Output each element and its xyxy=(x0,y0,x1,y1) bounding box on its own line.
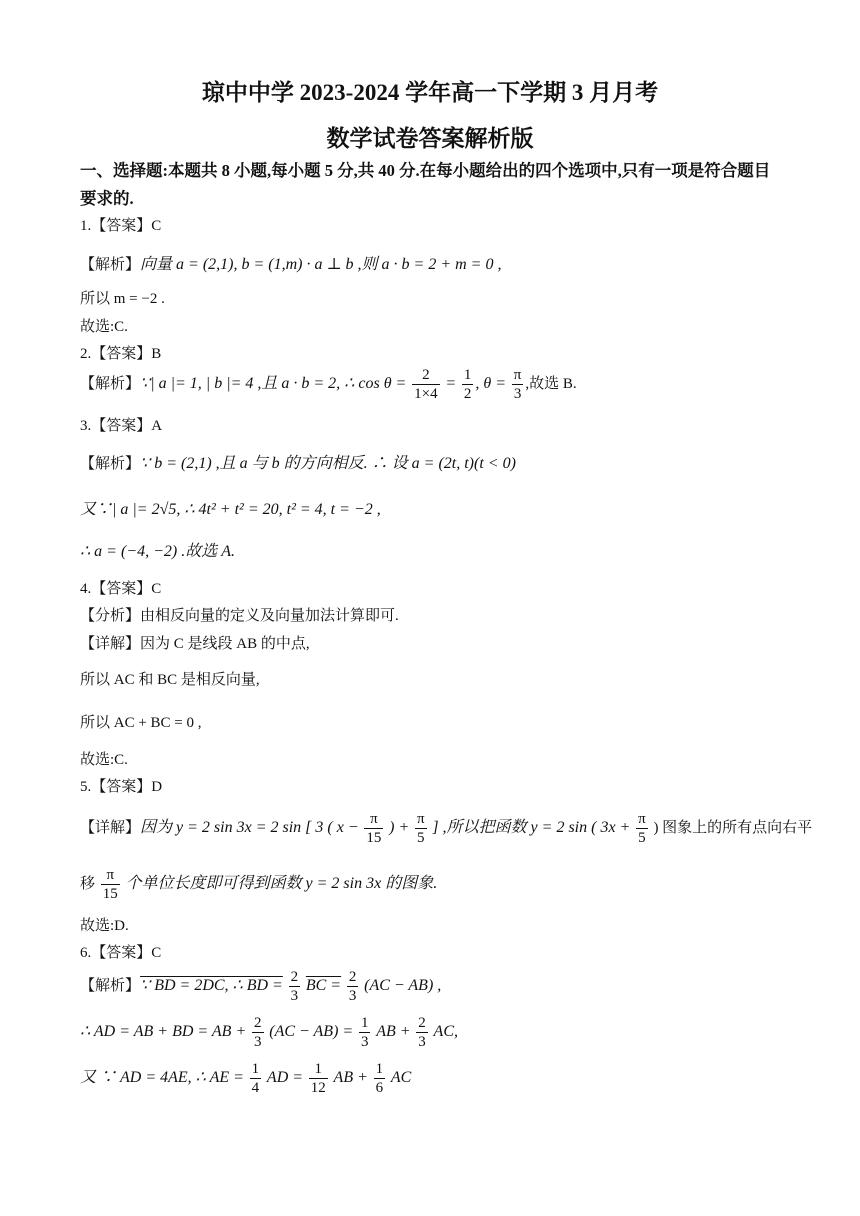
q1-conclusion: 所以 m = −2 . xyxy=(80,291,165,307)
fraction-numerator: 1 xyxy=(251,1061,260,1077)
math-text: , θ = xyxy=(475,374,507,392)
fraction-numerator: 1 xyxy=(463,367,472,383)
fraction-numerator: 2 xyxy=(290,969,299,985)
fraction-denominator: 15 xyxy=(102,886,118,902)
math-text: AB + xyxy=(376,1022,411,1040)
q3-analysis-text: ∵ b = (2,1) ,且 a 与 b 的方向相反. ∴ 设 a = (2t, t)(t < 0) xyxy=(140,455,516,472)
fraction-numerator: 1 xyxy=(360,1015,369,1031)
fraction-denominator: 15 xyxy=(366,830,382,846)
fraction-denominator: 2 xyxy=(463,386,472,402)
math-text: AC xyxy=(390,1068,412,1086)
fraction xyxy=(462,366,474,403)
q4-line4: 所以 AC + BC = 0 , xyxy=(80,715,202,731)
math-text: ) 图象上的所有点向右平 xyxy=(653,819,813,836)
fraction-numerator: π xyxy=(106,867,115,883)
analysis-label: 【解析】 xyxy=(80,977,141,994)
page-title: 琼中中学 2023-2024 学年高一下学期 3 月月考 xyxy=(201,80,659,105)
fraction-denominator: 3 xyxy=(254,1034,262,1050)
fraction-denominator: 3 xyxy=(418,1034,426,1050)
q2-analysis xyxy=(80,366,577,403)
fraction-denominator: 5 xyxy=(415,828,427,847)
math-text: (AC − AB) , xyxy=(364,976,442,994)
q6-line3 xyxy=(80,1060,411,1097)
fraction-numerator: 2 xyxy=(254,1015,262,1031)
q3-analysis xyxy=(80,450,516,473)
fraction-denominator: 6 xyxy=(375,1080,384,1096)
fraction-denominator: 4 xyxy=(251,1080,260,1096)
q1-analysis xyxy=(80,251,501,274)
q2-answer: 2.【答案】B xyxy=(80,346,162,362)
fraction xyxy=(347,968,359,1005)
fraction-numerator: 1 xyxy=(314,1061,323,1077)
fraction xyxy=(416,1014,428,1051)
analysis-label: 【解析】 xyxy=(80,375,141,392)
q5-choice: 故选:D. xyxy=(80,918,129,934)
fraction-numerator: 2 xyxy=(418,1015,426,1031)
fraction-numerator: 2 xyxy=(348,969,357,985)
q3-line2 xyxy=(80,496,381,519)
q4-analysis-brief: 【分析】由相反向量的定义及向量加法计算即可. xyxy=(80,608,399,624)
q4-detail: 【详解】因为 C 是线段 AB 的中点, xyxy=(80,636,310,652)
fraction-numerator: π xyxy=(513,367,522,383)
page-subtitle: 数学试卷答案解析版 xyxy=(326,126,534,151)
math-text: ∴ a = (−4, −2) .故选 A. xyxy=(80,543,236,560)
fraction xyxy=(374,1060,386,1097)
math-text: 又∵| a |= 2√5, ∴ 4t² + t² = 20, t² = 4, t = −2 , xyxy=(80,501,381,518)
fraction xyxy=(359,1014,371,1051)
math-text: (AC − AB) = xyxy=(269,1022,354,1040)
fraction xyxy=(250,1060,262,1097)
math-text: = xyxy=(445,374,457,392)
fraction-numerator: π xyxy=(417,811,425,827)
detail-label: 【详解】 xyxy=(80,819,141,836)
math-text: 又 ∵ AD = 4AE, ∴ AE = xyxy=(80,1068,244,1086)
fraction-denominator: 12 xyxy=(310,1080,326,1096)
fraction-denominator: 3 xyxy=(348,988,357,1004)
q5-detail xyxy=(80,810,812,847)
fraction xyxy=(415,810,427,847)
fraction xyxy=(101,866,120,903)
q1-answer: 1.【答案】C xyxy=(80,218,162,234)
math-text: ) + xyxy=(389,818,410,836)
fraction-denominator: 1×4 xyxy=(414,386,438,402)
fraction-numerator: π xyxy=(370,811,378,827)
q5-answer: 5.【答案】D xyxy=(80,779,163,795)
q4-choice: 故选:C. xyxy=(80,752,128,768)
fraction xyxy=(412,366,439,403)
q6-line1 xyxy=(80,968,441,1005)
fraction-numerator: 2 xyxy=(422,367,430,383)
analysis-label: 【解析】 xyxy=(80,456,141,472)
math-text: 个单位长度即可得到函数 y = 2 sin 3x 的图象. xyxy=(125,874,438,892)
q6-line2 xyxy=(80,1014,458,1051)
math-text: ∵ BD = 2DC, ∴ BD = xyxy=(140,976,283,994)
fraction xyxy=(364,810,383,847)
q1-choice: 故选:C. xyxy=(80,319,128,335)
math-text: AD = xyxy=(266,1068,304,1086)
q3-line3 xyxy=(80,538,235,561)
fraction xyxy=(636,810,648,847)
fraction-denominator: 3 xyxy=(290,988,299,1004)
math-text: AC, xyxy=(433,1022,458,1040)
fraction-denominator: 5 xyxy=(636,828,648,847)
fraction-numerator: π xyxy=(638,811,646,827)
q5-line2 xyxy=(80,866,437,903)
math-text: AB + xyxy=(333,1068,368,1086)
q3-answer: 3.【答案】A xyxy=(80,418,163,434)
fraction xyxy=(289,968,301,1005)
math-text: BC = xyxy=(305,976,342,994)
math-text: ∴ AD = AB + BD = AB + xyxy=(80,1022,247,1040)
q4-line3: 所以 AC 和 BC 是相反向量, xyxy=(80,672,260,688)
q6-answer: 6.【答案】C xyxy=(80,945,162,961)
fraction xyxy=(252,1014,264,1051)
fraction-denominator: 3 xyxy=(512,384,524,403)
q1-analysis-text: 向量 a = (2,1), b = (1,m) · a ⊥ b ,则 a · b = 2 + m = 0 , xyxy=(140,256,502,273)
fraction xyxy=(309,1060,328,1097)
math-text: ] ,所以把函数 y = 2 sin ( 3x + xyxy=(432,818,631,836)
text: 移 xyxy=(80,875,96,892)
section-heading: 一、选择题:本题共 8 小题,每小题 5 分,共 40 分.在每小题给出的四个选项中,只有一项是符合题目要求的. xyxy=(80,161,771,208)
math-text: 因为 y = 2 sin 3x = 2 sin [ 3 ( x − xyxy=(140,818,359,836)
fraction-numerator: 1 xyxy=(375,1061,384,1077)
q2-analysis-pre: ∵| a |= 1, | b |= 4 ,且 a · b = 2, ∴ cos θ = xyxy=(140,374,407,392)
fraction xyxy=(512,366,524,403)
fraction-denominator: 3 xyxy=(360,1034,369,1050)
analysis-label: 【解析】 xyxy=(80,257,141,273)
math-text: ,故选 B. xyxy=(525,375,577,392)
q4-answer: 4.【答案】C xyxy=(80,581,162,597)
